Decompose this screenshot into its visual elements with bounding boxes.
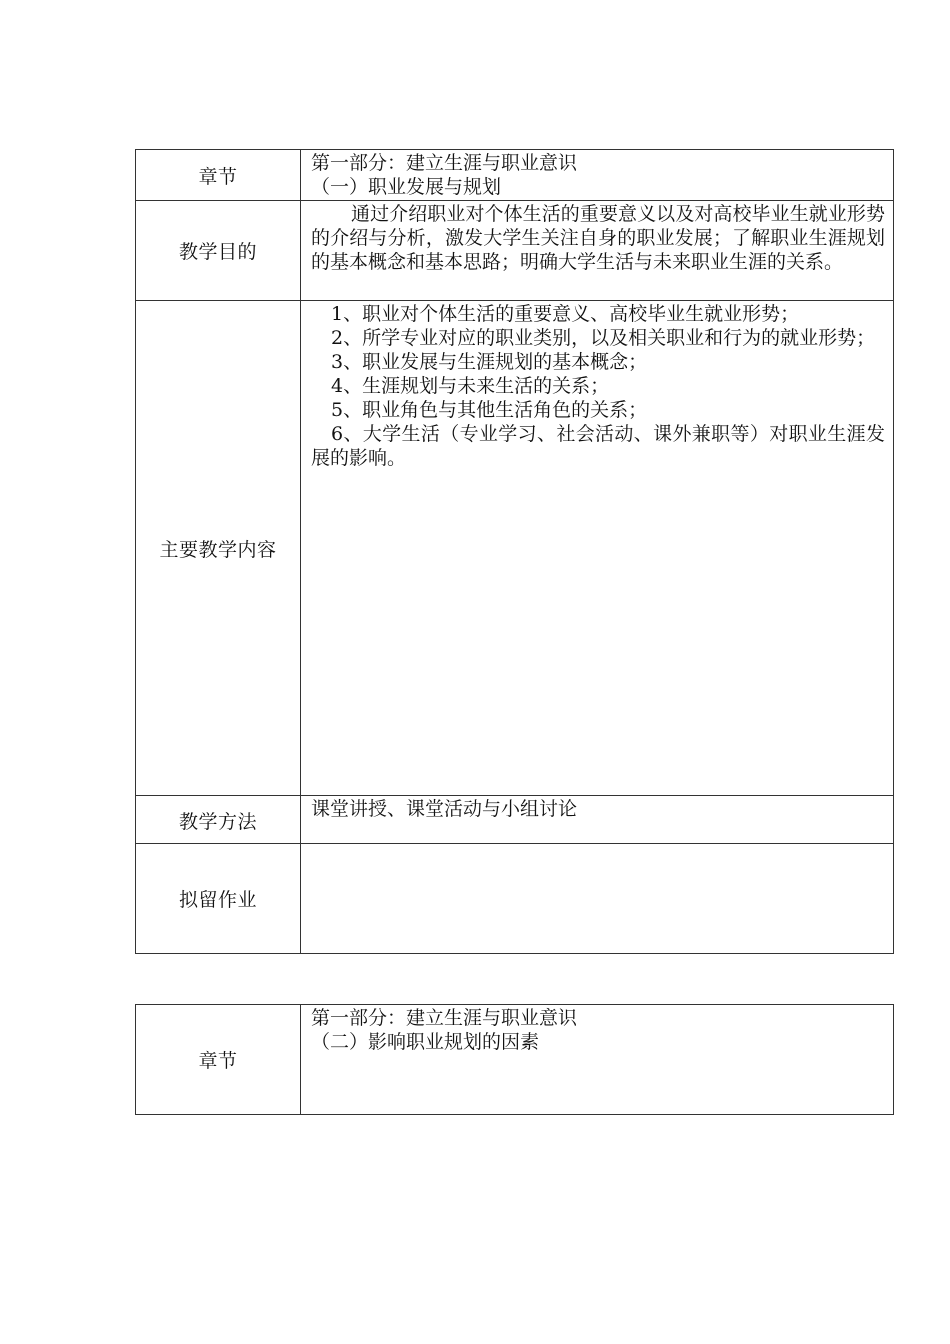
chapter-cell-2 [301,1005,894,1115]
chapter-cell [301,150,894,201]
content-item-1: 1、职业对个体生活的重要意义、高校毕业生就业形势； [331,303,800,325]
main-content-label: 主要教学内容 [136,301,301,796]
homework-row [136,844,894,954]
chapter-row [136,150,894,201]
objective-cell [301,201,894,301]
objective-row [136,201,894,301]
main-content-row [136,301,894,796]
chapter-label-2: 章节 [136,1005,301,1115]
content-item-3: 3、职业发展与生涯规划的基本概念； [331,351,648,373]
lesson-table-1 [135,149,894,954]
chapter-line-part: 第一部分：建立生涯与职业意识 [311,152,578,174]
lesson-table-2 [135,1004,894,1115]
method-row [136,796,894,844]
homework-label: 拟留作业 [136,844,301,954]
chapter-line-section: （一）职业发展与规划 [311,176,502,198]
homework-cell [301,844,894,954]
objective-label: 教学目的 [136,201,301,301]
content-item-2: 2、所学专业对应的职业类别，以及相关职业和行为的就业形势； [331,327,876,349]
content-item-6: 6、大学生活（专业学习、社会活动、课外兼职等）对职业生涯发展的影响。 [311,423,885,469]
chapter-label: 章节 [136,150,301,201]
method-text: 课堂讲授、课堂活动与小组讨论 [311,798,578,820]
chapter-line-part-2: 第一部分：建立生涯与职业意识 [311,1007,578,1029]
chapter-line-section-2: （二）影响职业规划的因素 [311,1031,540,1053]
content-item-5: 5、职业角色与其他生活角色的关系； [331,399,648,421]
chapter-row-2 [136,1005,894,1115]
method-label: 教学方法 [136,796,301,844]
method-cell [301,796,894,844]
main-content-cell [301,301,894,796]
objective-text: 通过介绍职业对个体生活的重要意义以及对高校毕业生就业形势的介绍与分析，激发大学生关注自身的职业发展；了解职业生涯规划的基本概念和基本思路；明确大学生活与未来职业生涯的关系。 [311,203,885,273]
content-item-4: 4、生涯规划与未来生活的关系； [331,375,610,397]
